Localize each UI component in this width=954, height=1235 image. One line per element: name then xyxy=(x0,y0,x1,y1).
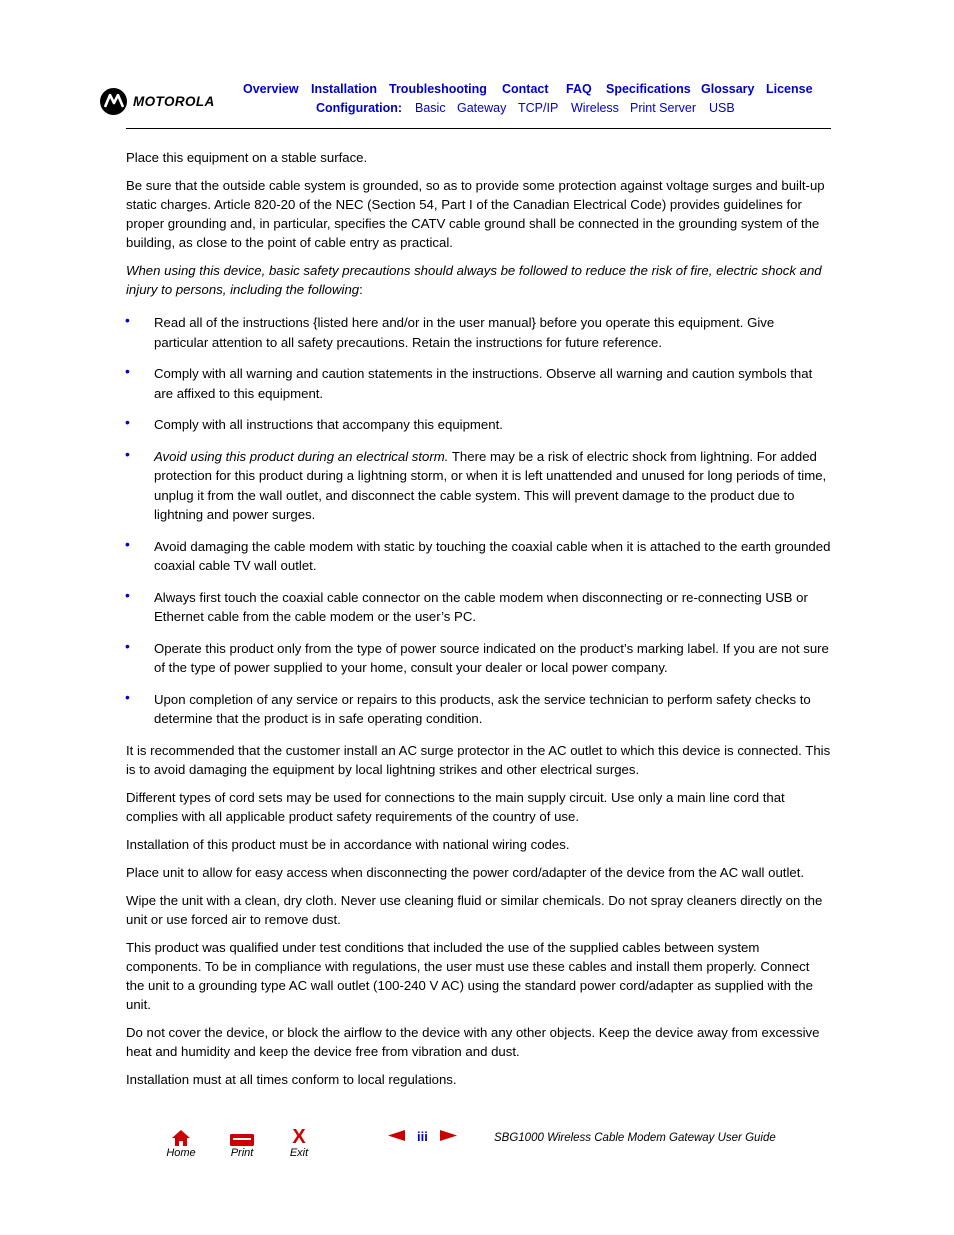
bullet-icon: • xyxy=(125,414,130,430)
printer-icon xyxy=(222,1128,262,1147)
list-item xyxy=(126,313,831,352)
nav-link-troubleshooting[interactable]: Troubleshooting xyxy=(389,82,487,96)
bullet-icon: • xyxy=(125,637,130,654)
nav-link-wireless[interactable]: Wireless xyxy=(571,101,619,115)
home-button[interactable] xyxy=(161,1128,201,1159)
nav-link-specifications[interactable]: Specifications xyxy=(606,82,691,96)
config-nav xyxy=(0,101,954,117)
safety-intro-tail: : xyxy=(359,282,363,297)
nav-link-glossary[interactable]: Glossary xyxy=(701,82,755,96)
print-label: Print xyxy=(230,1147,254,1159)
list-item-text: Comply with all warning and caution statements in the instructions. Observe all warning and caution symbols that are affixed to this equipment. xyxy=(154,366,813,401)
paragraph: Installation of this product must be in accordance with national wiring codes. xyxy=(126,836,570,852)
exit-label: Exit xyxy=(289,1147,309,1159)
home-label: Home xyxy=(166,1147,196,1159)
list-item-text: Always first touch the coaxial cable connector on the cable modem when disconnecting or re-connecting USB or Ethernet cable from the cable modem or the user’s PC. xyxy=(154,589,808,624)
nav-link-contact[interactable]: Contact xyxy=(502,82,549,96)
home-icon xyxy=(161,1128,201,1147)
next-page-icon[interactable] xyxy=(440,1129,457,1144)
header-divider xyxy=(126,128,831,129)
paragraph: Do not cover the device, or block the airflow to the device with any other objects. Keep the device away from excessive heat and humidity and keep the device free from vibration and dust. xyxy=(126,1024,820,1059)
nav-link-overview[interactable]: Overview xyxy=(243,82,299,96)
nav-link-license[interactable]: License xyxy=(766,82,813,96)
list-item-text: Operate this product only from the type of power source indicated on the product’s marking label. If you are not sure of the type of power supplied to your home, consult your dealer or local power company. xyxy=(154,640,829,675)
nav-link-basic[interactable]: Basic xyxy=(415,101,446,115)
nav-link-usb[interactable]: USB xyxy=(709,101,735,115)
list-item-text: There may be a risk of electric shock from lightning. For added protection for this product during a lightning storm, or when it is left unattended and unused for long periods of time, unplug it from the wall outlet, and disconnect the cable system. This will prevent damage to the product due to lightning and power surges. xyxy=(154,448,827,522)
safety-list xyxy=(126,313,831,729)
paragraph: It is recommended that the customer install an AC surge protector in the AC outlet to which this device is connected. This is to avoid damaging the equipment by local lightning strikes and other electrical surges. xyxy=(126,742,831,777)
bullet-icon: • xyxy=(125,363,130,379)
page-navigator xyxy=(388,1129,457,1144)
list-item-text: Read all of the instructions {listed here and/or in the user manual} before you operate this equipment. Give particular attention to all safety precautions. Retain the instructions for future reference. xyxy=(154,315,775,350)
list-item xyxy=(126,588,831,627)
bullet-icon: • xyxy=(125,586,130,603)
exit-icon xyxy=(279,1128,319,1147)
list-item xyxy=(126,447,831,525)
config-label: Configuration: xyxy=(316,101,403,115)
paragraph: This product was qualified under test conditions that included the use of the supplied cables between system components. To be in compliance with regulations, the user must use these cables and install them properly. Connect the unit to a grounding type AC wall outlet (100-240 V AC) using the standard power cord/adapter as supplied with the unit. xyxy=(126,939,813,1012)
paragraph: Installation must at all times conform to local regulations. xyxy=(126,1071,457,1087)
nav-link-gateway[interactable]: Gateway xyxy=(457,101,507,115)
paragraph: Place this equipment on a stable surface. xyxy=(126,150,368,165)
list-item xyxy=(126,639,831,678)
paragraph: Different types of cord sets may be used for connections to the main supply circuit. Use only a main line cord that complies with all applicable product safety requirements of the country of use. xyxy=(126,789,785,824)
page-number: iii xyxy=(417,1129,428,1144)
list-item-text: Comply with all instructions that accompany this equipment. xyxy=(154,417,503,432)
exit-glyph: X xyxy=(292,1126,306,1148)
main-content xyxy=(126,148,831,1098)
bullet-icon: • xyxy=(125,312,130,328)
guide-title: SBG1000 Wireless Cable Modem Gateway User Guide xyxy=(494,1132,776,1144)
bullet-icon: • xyxy=(125,688,130,705)
brand-name: MOTOROLA xyxy=(133,93,215,109)
list-item xyxy=(126,690,831,729)
list-item xyxy=(126,364,831,403)
nav-link-faq[interactable]: FAQ xyxy=(566,82,592,96)
nav-link-print-server[interactable]: Print Server xyxy=(630,101,696,115)
list-item-text: Upon completion of any service or repairs to this products, ask the service technician to perform safety checks to determine that the product is in safe operating condition. xyxy=(154,691,811,726)
bullet-icon: • xyxy=(125,535,130,552)
safety-intro-italic: When using this device, basic safety precautions should always be followed to reduce the risk of fire, electric shock and injury to persons, including the following xyxy=(126,263,822,297)
nav-link-installation[interactable]: Installation xyxy=(311,82,377,96)
list-item xyxy=(126,537,831,576)
top-nav xyxy=(0,82,954,98)
paragraph: Place unit to allow for easy access when disconnecting the power cord/adapter of the device from the AC wall outlet. xyxy=(126,864,805,880)
nav-link-tcpip[interactable]: TCP/IP xyxy=(518,101,559,115)
list-item xyxy=(126,415,831,435)
list-item-italic: Avoid using this product during an electrical storm. xyxy=(154,448,449,464)
safety-intro xyxy=(126,261,831,299)
paragraph: Wipe the unit with a clean, dry cloth. Never use cleaning fluid or similar chemicals. Do not spray cleaners directly on the unit or use forced air to remove dust. xyxy=(126,892,823,927)
list-item-text: Avoid damaging the cable modem with static by touching the coaxial cable when it is attached to the earth grounded coaxial cable TV wall outlet. xyxy=(154,538,831,573)
exit-button[interactable] xyxy=(279,1128,319,1159)
bullet-icon: • xyxy=(125,445,130,462)
paragraph: Be sure that the outside cable system is grounded, so as to provide some protection against voltage surges and built-up static charges. Article 820-20 of the NEC (Section 54, Part I of the Canadian Electrical Code) provides guidelines for proper grounding and, in particular, specifies the CATV cable ground shall be connected in the grounding system of the building, as close to the point of cable entry as practical. xyxy=(126,178,825,250)
previous-page-icon[interactable] xyxy=(388,1129,405,1144)
print-button[interactable] xyxy=(222,1128,262,1159)
